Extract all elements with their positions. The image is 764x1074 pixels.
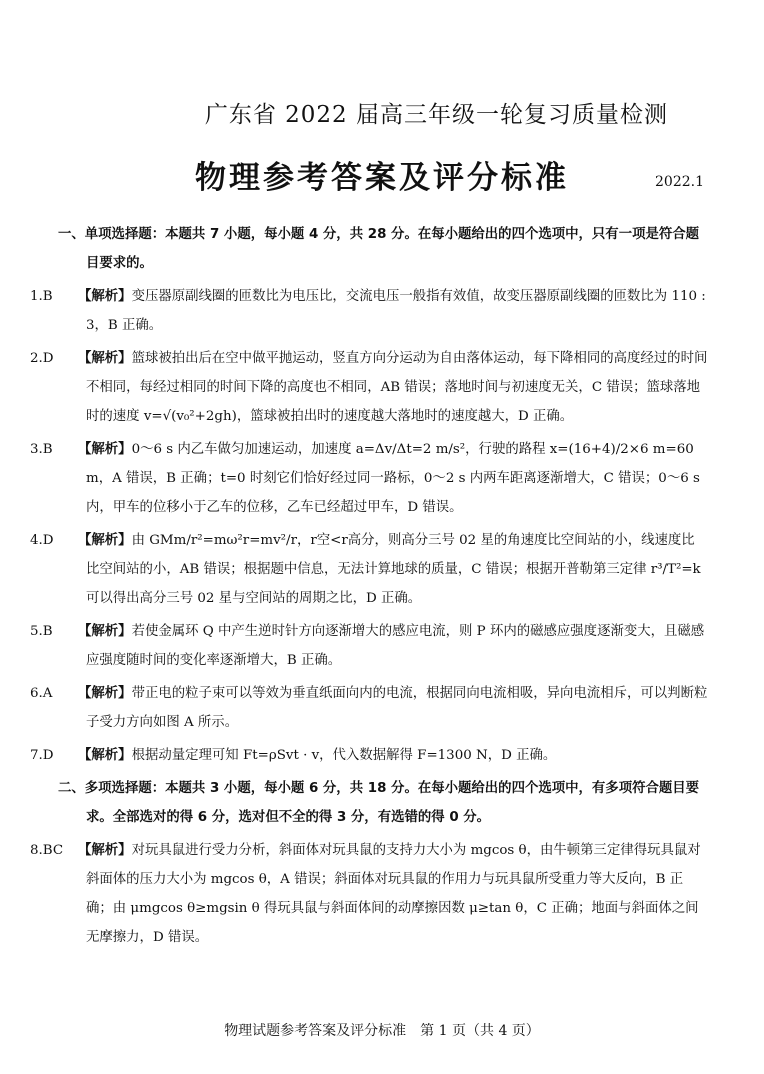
answer-text: 带正电的粒子束可以等效为垂直纸面向内的电流，根据同向电流相吸，异向电流相斥，可以判断粒子受力方向如图 A 所示。 xyxy=(86,686,708,730)
analysis-tag: 【解析】 xyxy=(78,624,132,639)
answer-number: 7.D xyxy=(30,748,54,763)
page-footer: 物理试题参考答案及评分标准 第 1 页（共 4 页） xyxy=(224,1023,540,1039)
exam-subtitle: 广东省 2022 届高三年级一轮复习质量检测 xyxy=(204,102,668,128)
answer-text: 0～6 s 内乙车做匀加速运动，加速度 a=Δv/Δt=2 m/s²，行驶的路程 x=(16+4)/2×6 m=60 m，A 错误，B 正确；t=0 时刻它们恰好经过同一路标，0～2 s 内两车距离逐渐增大，C 错误；0～6 s 内，甲车的位移小于乙车的位移，乙车已经超过甲车，D 错误。 xyxy=(86,442,700,515)
answer-text: 根据动量定理可知 Ft=ρSvt · v，代入数据解得 F=1300 N，D 正确。 xyxy=(131,748,557,763)
analysis-tag: 【解析】 xyxy=(78,442,132,457)
exam-date: 2022.1 xyxy=(655,174,704,190)
answer-number: 1.B xyxy=(30,289,53,304)
answer-item xyxy=(30,435,708,522)
analysis-tag: 【解析】 xyxy=(78,351,132,366)
answer-item xyxy=(30,836,708,952)
answer-text: 若使金属环 Q 中产生逆时针方向逐渐增大的感应电流，则 P 环内的磁感应强度逐渐变大，且磁感应强度随时间的变化率逐渐增大，B 正确。 xyxy=(86,624,705,668)
answer-content xyxy=(30,220,708,956)
section-heading-multi-choice: 二、多项选择题：本题共 3 小题，每小题 6 分，共 18 分。在每小题给出的四个选项中，有多项符合题目要求。全部选对的得 6 分，选对但不全的得 3 分，有选错的得 0 分。 xyxy=(58,781,700,825)
answer-number: 5.B xyxy=(30,624,53,639)
answer-item xyxy=(30,617,708,675)
analysis-tag: 【解析】 xyxy=(78,748,132,763)
answer-number: 2.D xyxy=(30,351,54,366)
answer-text: 由 GMm/r²=mω²r=mv²/r，r空<r高分，则高分三号 02 星的角速度比空间站的小，线速度比比空间站的小，AB 错误；根据题中信息，无法计算地球的质量，C 错误；根据开普勒第三定律 r³/T²=k 可以得出高分三号 02 星与空间站的周期之比，D 正确。 xyxy=(86,533,701,606)
answer-number: 3.B xyxy=(30,442,53,457)
page-title: 物理参考答案及评分标准 xyxy=(195,160,569,196)
answer-number: 8.BC xyxy=(30,843,64,858)
answer-text: 对玩具鼠进行受力分析，斜面体对玩具鼠的支持力大小为 mgcos θ，由牛顿第三定律得玩具鼠对斜面体的压力大小为 mgcos θ，A 错误；斜面体对玩具鼠的作用力与玩具鼠所受重力等大反向，B 正确；由 μmgcos θ≥mgsin θ 得玩具鼠与斜面体间的动摩擦因数 μ≥tan θ，C 正确；地面与斜面体之间无摩擦力，D 错误。 xyxy=(86,843,701,945)
answer-item xyxy=(30,741,708,770)
analysis-tag: 【解析】 xyxy=(78,533,132,548)
analysis-tag: 【解析】 xyxy=(78,686,132,701)
answer-text: 变压器原副线圈的匝数比为电压比，交流电压一般指有效值，故变压器原副线圈的匝数比为 110 : 3，B 正确。 xyxy=(86,289,706,333)
answer-number: 4.D xyxy=(30,533,54,548)
answer-item xyxy=(30,344,708,431)
answer-number: 6.A xyxy=(30,686,53,701)
section-heading-single-choice: 一、单项选择题：本题共 7 小题，每小题 4 分，共 28 分。在每小题给出的四个选项中，只有一项是符合题目要求的。 xyxy=(58,227,700,271)
answer-item xyxy=(30,526,708,613)
analysis-tag: 【解析】 xyxy=(78,843,132,858)
answer-item xyxy=(30,282,708,340)
answer-text: 篮球被拍出后在空中做平抛运动，竖直方向分运动为自由落体运动，每下降相同的高度经过的时间不相同，每经过相同的时间下降的高度也不相同，AB 错误；落地时间与初速度无关，C 错误；篮球落地时的速度 v=√(v₀²+2gh)，篮球被拍出时的速度越大落地时的速度越大，D 正确。 xyxy=(86,351,708,424)
analysis-tag: 【解析】 xyxy=(78,289,132,304)
answer-item xyxy=(30,679,708,737)
